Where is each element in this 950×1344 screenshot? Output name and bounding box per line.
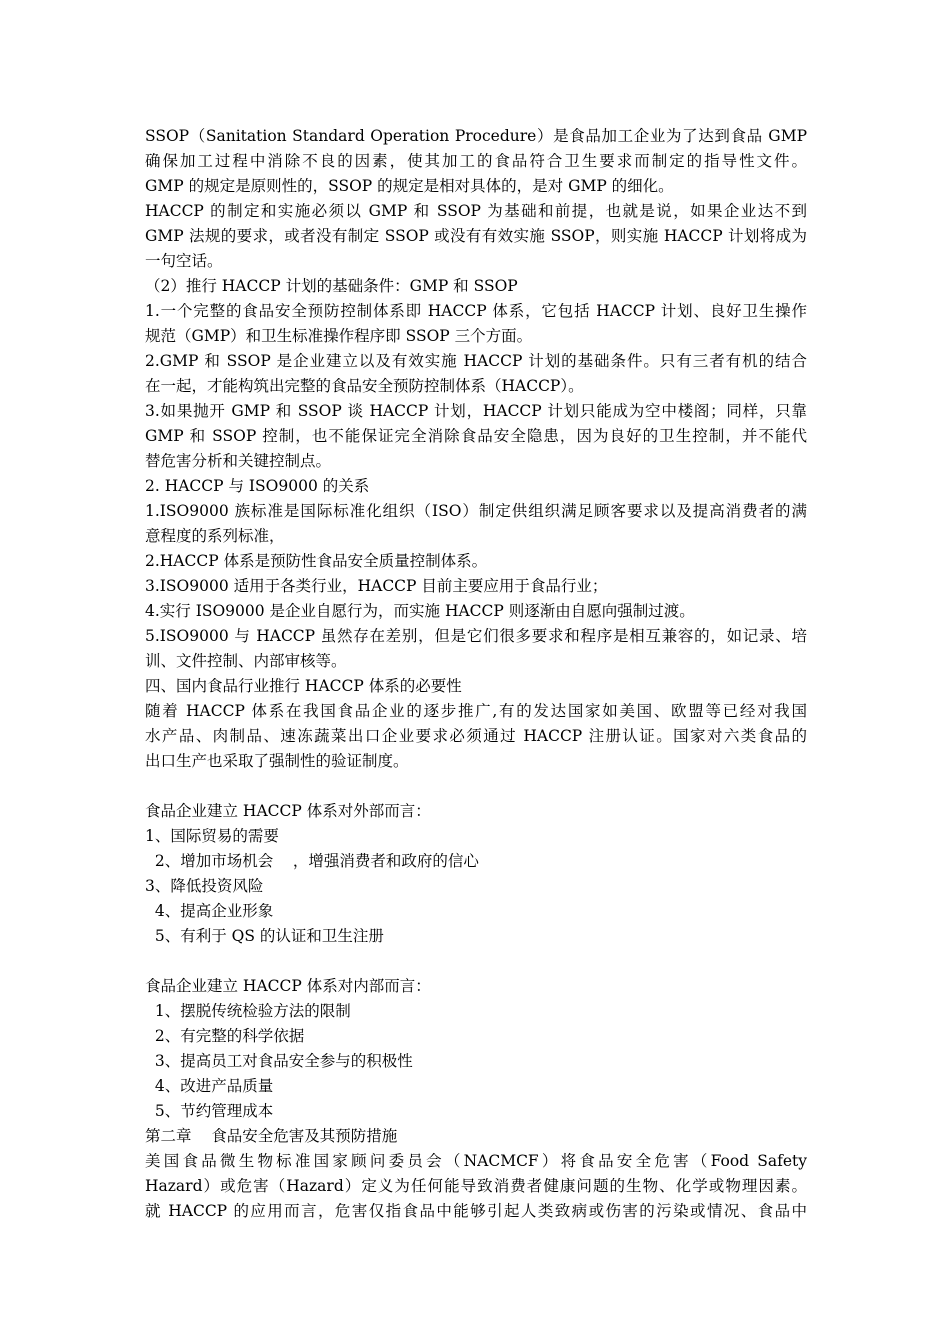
- text-line: GMP 的规定是原则性的，SSOP 的规定是相对具体的，是对 GMP 的细化。: [145, 177, 674, 195]
- text-line: 替危害分析和关键控制点。: [145, 452, 332, 470]
- text-line: 就 HACCP 的应用而言，危害仅指食品中能够引起人类致病或伤害的污染或情况、食品中: [145, 1202, 807, 1220]
- text-line: 1.ISO9000 族标准是国际标准化组织（ISO）制定供组织满足顾客要求以及提高消费者的满: [145, 502, 807, 520]
- text-line: 2.HACCP 体系是预防性食品安全质量控制体系。: [145, 552, 488, 570]
- text-line: 5.ISO9000 与 HACCP 虽然存在差别，但是它们很多要求和程序是相互兼容的，如记录、培: [145, 627, 807, 645]
- text-line: 2、增加市场机会 ，增强消费者和政府的信心: [145, 852, 479, 870]
- text-line: 水产品、肉制品、速冻蔬菜出口企业要求必须通过 HACCP 注册认证。国家对六类食品的: [145, 727, 807, 745]
- text-line: 1.一个完整的食品安全预防控制体系即 HACCP 体系，它包括 HACCP 计划、良好卫生操作: [145, 302, 807, 320]
- text-line: 第二章 食品安全危害及其预防措施: [145, 1127, 398, 1145]
- text-line: 5、有利于 QS 的认证和卫生注册: [145, 927, 384, 945]
- text-line: 2. HACCP 与 ISO9000 的关系: [145, 477, 370, 495]
- text-line: 3、提高员工对食品安全参与的积极性: [145, 1052, 413, 1070]
- text-line: 出口生产也采取了强制性的验证制度。: [145, 752, 409, 770]
- text-line: 3.ISO9000 适用于各类行业，HACCP 目前主要应用于食品行业；: [145, 577, 608, 595]
- blank-line: [145, 949, 807, 974]
- text-line: 5、节约管理成本: [145, 1102, 274, 1120]
- text-line: 1、摆脱传统检验方法的限制: [145, 1002, 351, 1020]
- text-line: 4.实行 ISO9000 是企业自愿行为，而实施 HACCP 则逐渐由自愿向强制过渡。: [145, 602, 695, 620]
- text-line: HACCP 的制定和实施必须以 GMP 和 SSOP 为基础和前提，也就是说，如果企业达不到: [145, 202, 807, 220]
- text-line: GMP 法规的要求，或者没有制定 SSOP 或没有有效实施 SSOP，则实施 HACCP 计划将成为: [145, 227, 807, 245]
- text-line: 2.GMP 和 SSOP 是企业建立以及有效实施 HACCP 计划的基础条件。只有三者有机的结合: [145, 352, 807, 370]
- text-line: 四、国内食品行业推行 HACCP 体系的必要性: [145, 677, 462, 695]
- text-line: 食品企业建立 HACCP 体系对外部而言：: [145, 802, 431, 820]
- text-line: 在一起，才能构筑出完整的食品安全预防控制体系（HACCP）。: [145, 377, 584, 395]
- text-line: 美国食品微生物标准国家顾问委员会（NACMCF）将食品安全危害（Food Safety: [145, 1152, 807, 1170]
- text-line: 1、国际贸易的需要: [145, 827, 279, 845]
- text-line: 食品企业建立 HACCP 体系对内部而言：: [145, 977, 431, 995]
- text-line: 一句空话。: [145, 252, 223, 270]
- text-line: GMP 和 SSOP 控制，也不能保证完全消除食品安全隐患，因为良好的卫生控制，并不能代: [145, 427, 807, 445]
- blank-line: [145, 774, 807, 799]
- text-line: 4、提高企业形象: [145, 902, 274, 920]
- text-line: 意程度的系列标准，: [145, 527, 285, 545]
- text-line: SSOP（Sanitation Standard Operation Procedure）是食品加工企业为了达到食品 GMP: [145, 127, 807, 145]
- text-line: （2）推行 HACCP 计划的基础条件：GMP 和 SSOP: [145, 277, 518, 295]
- text-line: Hazard）或危害（Hazard）定义为任何能导致消费者健康问题的生物、化学或物理因素。: [145, 1177, 807, 1195]
- text-line: 4、改进产品质量: [145, 1077, 274, 1095]
- text-line: 2、有完整的科学依据: [145, 1027, 305, 1045]
- text-line: 训、文件控制、内部审核等。: [145, 652, 347, 670]
- text-line: 3、降低投资风险: [145, 877, 264, 895]
- text-line: 3.如果抛开 GMP 和 SSOP 谈 HACCP 计划，HACCP 计划只能成为空中楼阁；同样，只靠: [145, 402, 807, 420]
- document-page: [145, 124, 807, 1224]
- text-line: 确保加工过程中消除不良的因素，使其加工的食品符合卫生要求而制定的指导性文件。: [145, 152, 807, 170]
- text-line: 规范（GMP）和卫生标准操作程序即 SSOP 三个方面。: [145, 327, 533, 345]
- text-line: 随着 HACCP 体系在我国食品企业的逐步推广,有的发达国家如美国、欧盟等已经对我国: [145, 702, 807, 720]
